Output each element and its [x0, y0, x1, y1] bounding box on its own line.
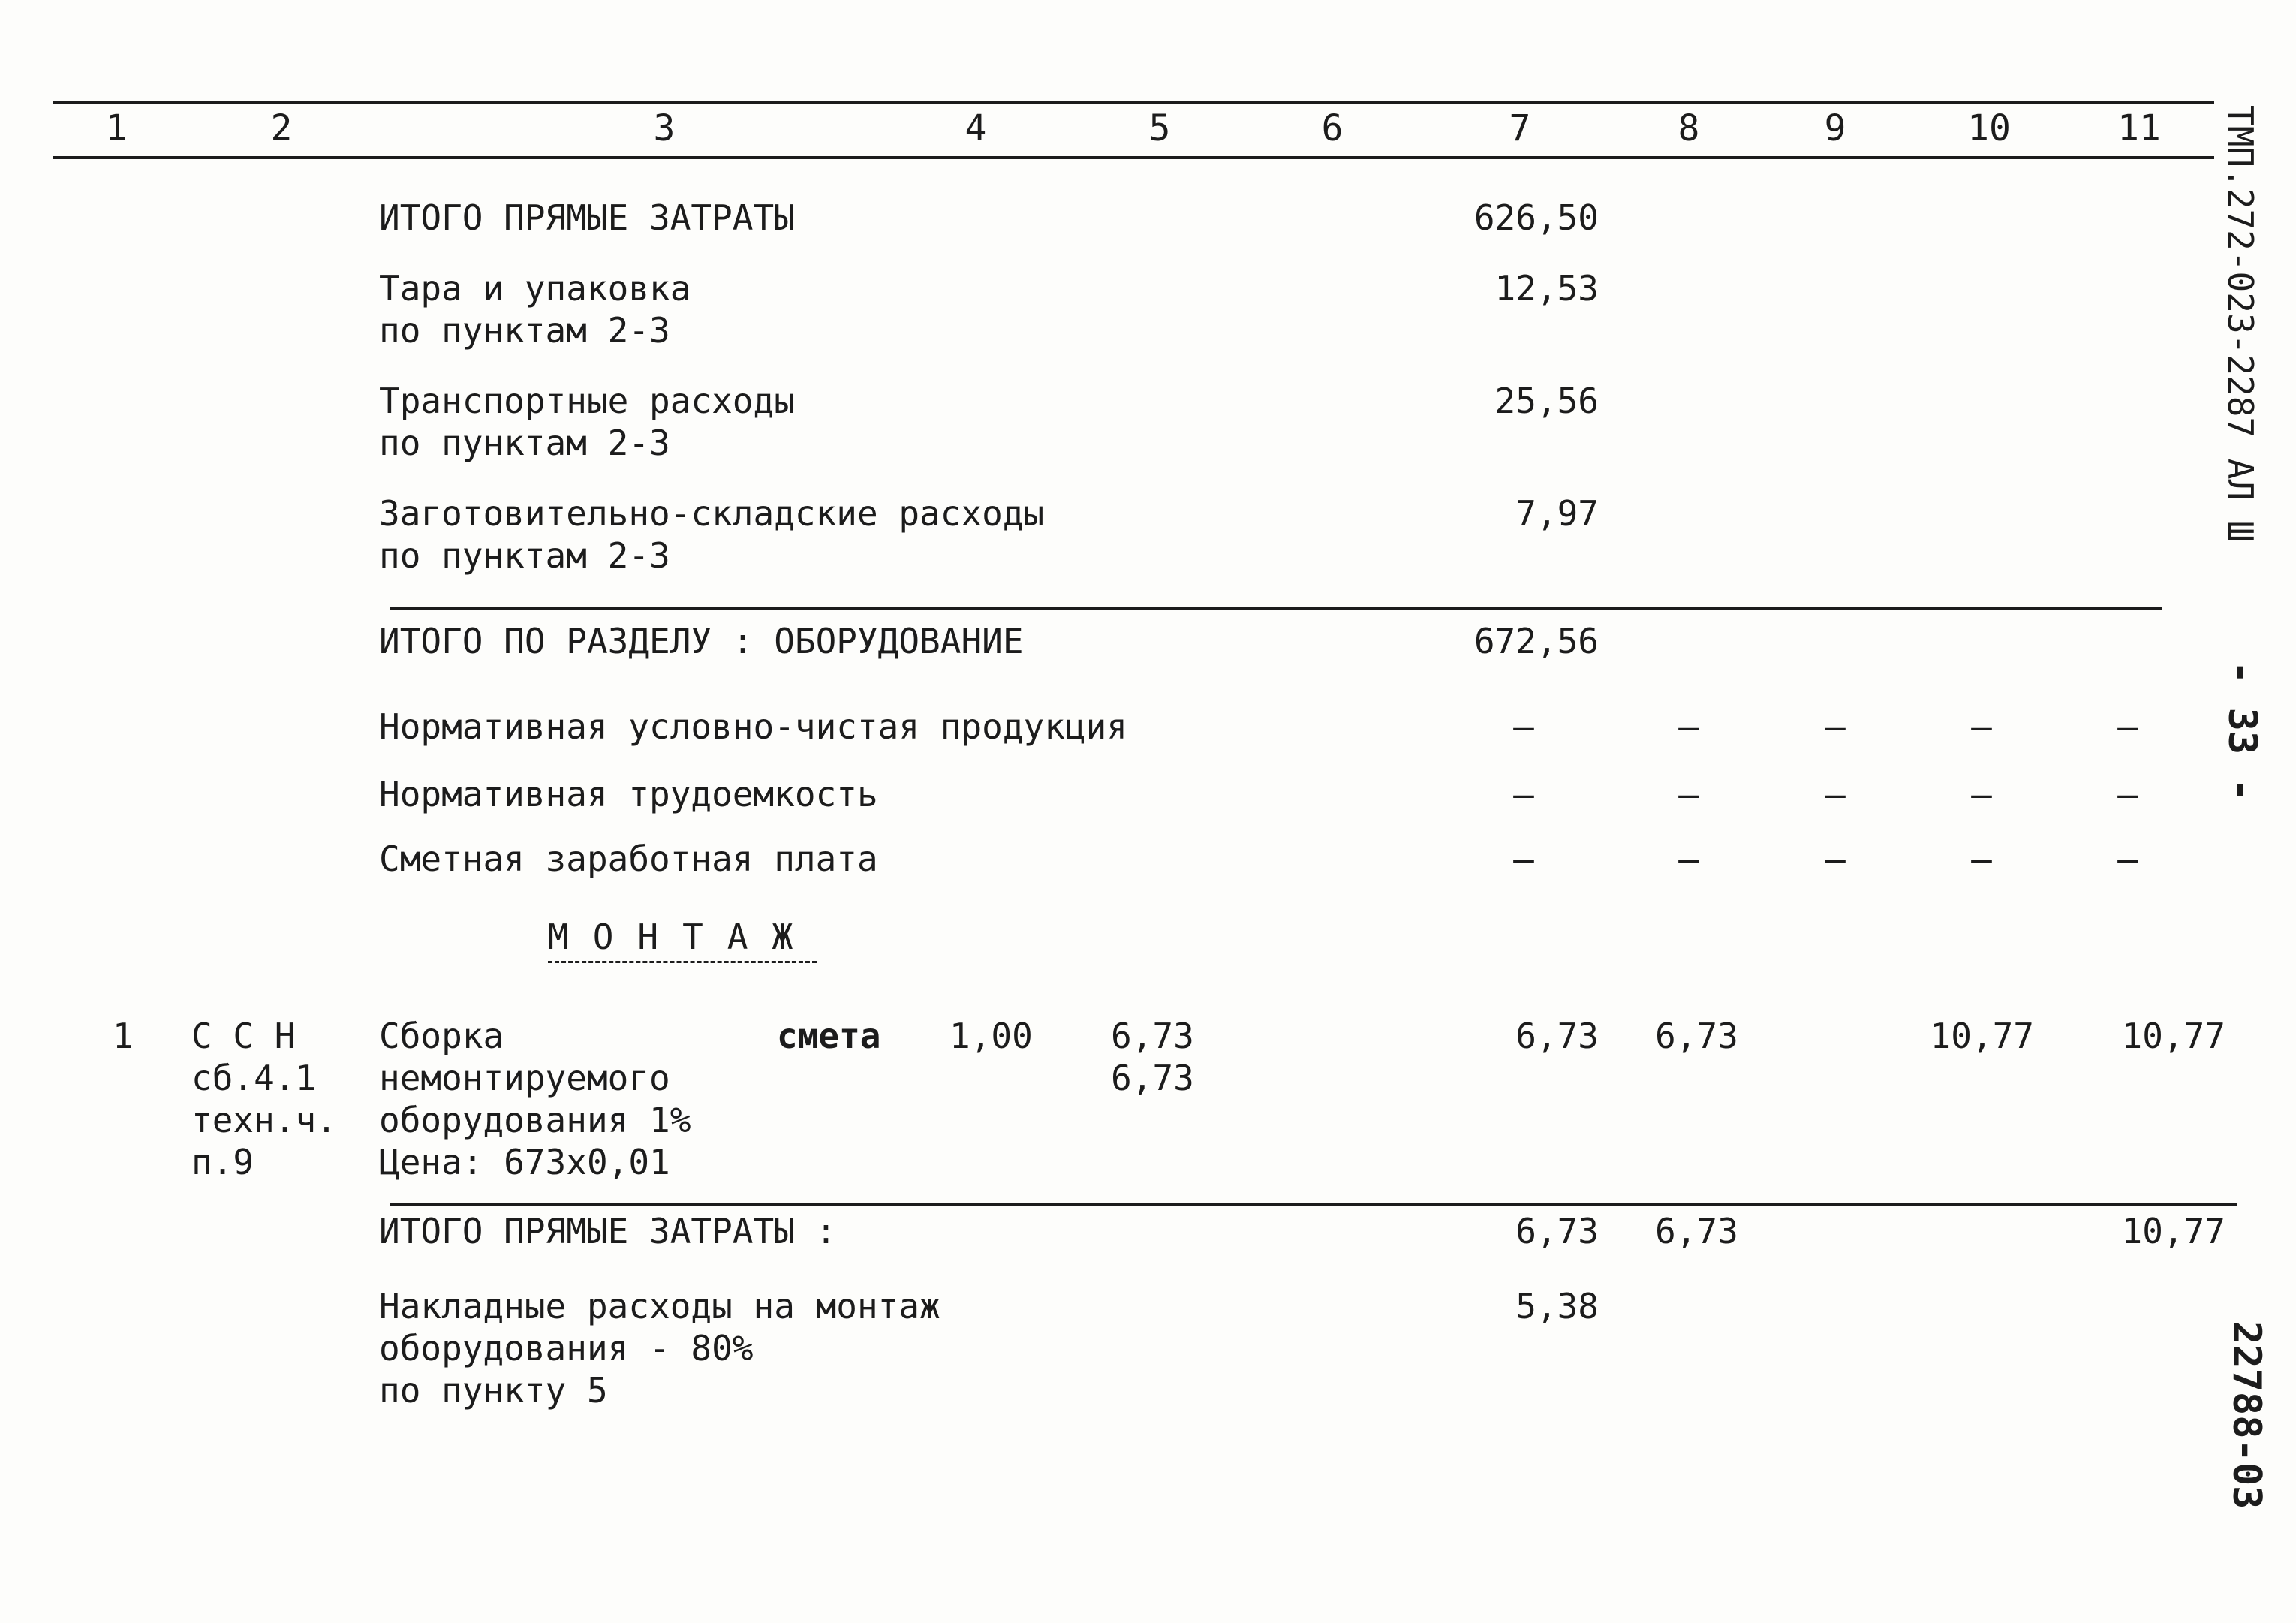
transport-col7: 25,56	[1494, 381, 1599, 421]
norm-product-dash-col7: –	[1513, 706, 1534, 747]
wages-dash-col9: –	[1825, 839, 1846, 879]
header-bottom-rule	[53, 156, 2214, 159]
item-col11: 10,77	[2121, 1016, 2225, 1056]
column-header-7: 7	[1509, 107, 1531, 149]
packaging-label: Тара и упаковка по пунктам 2-3	[379, 268, 691, 351]
wages-dash-col8: –	[1678, 839, 1699, 879]
section-total-label: ИТОГО ПО РАЗДЕЛУ : ОБОРУДОВАНИЕ	[379, 621, 1024, 661]
norm-product-dash-col10: –	[1971, 706, 1992, 747]
column-header-11: 11	[2117, 107, 2161, 149]
section-rule	[390, 607, 2162, 610]
norm-labor-dash-col7: –	[1513, 774, 1534, 815]
norm-product-dash-col9: –	[1825, 706, 1846, 747]
item-name: Сборка немонтируемого оборудования 1% Цена: 673х0,01	[379, 1016, 691, 1182]
column-header-3: 3	[653, 107, 676, 149]
header-top-rule	[53, 101, 2214, 104]
page-number: - 33 -	[2219, 661, 2264, 802]
archive-stamp: 22788-03	[2224, 1321, 2269, 1510]
column-header-1: 1	[105, 107, 128, 149]
column-header-8: 8	[1678, 107, 1700, 149]
norm-labor-dash-col10: –	[1971, 774, 1992, 815]
overhead-col7: 5,38	[1515, 1286, 1599, 1326]
norm-labor-dash-col9: –	[1825, 774, 1846, 815]
montage-rule	[390, 1203, 2237, 1206]
column-header-10: 10	[1967, 107, 2011, 149]
transport-label: Транспортные расходы по пунктам 2-3	[379, 381, 795, 463]
item-code: С С Н сб.4.1 техн.ч. п.9	[191, 1016, 337, 1182]
norm-labor-label: Нормативная трудоемкость	[379, 774, 878, 815]
montage-direct-costs-col11: 10,77	[2121, 1211, 2225, 1251]
norm-product-dash-col8: –	[1678, 706, 1699, 747]
direct-costs-col7: 626,50	[1473, 197, 1599, 238]
item-qty: 1,00	[949, 1016, 1033, 1056]
overhead-label: Накладные расходы на монтаж оборудования - 80% по пункту 5	[379, 1286, 940, 1411]
item-col8: 6,73	[1655, 1016, 1738, 1056]
document-code: ТМП.272-023-2287 АЛ Ш	[2220, 105, 2261, 542]
wages-label: Сметная заработная плата	[379, 839, 878, 879]
norm-product-dash-col11: –	[2117, 706, 2138, 747]
norm-labor-dash-col11: –	[2117, 774, 2138, 815]
storage-label: Заготовительно-складские расходы по пунктам 2-3	[379, 493, 1045, 576]
montage-direct-costs-col7: 6,73	[1515, 1211, 1599, 1251]
montage-title: МОНТАЖ	[548, 917, 817, 957]
item-number: 1	[113, 1016, 134, 1056]
item-unit: смета	[777, 1016, 881, 1056]
item-col7: 6,73	[1515, 1016, 1599, 1056]
section-total-col7: 672,56	[1473, 621, 1599, 661]
item-price: 6,73 6,73	[1111, 1016, 1194, 1098]
norm-labor-dash-col8: –	[1678, 774, 1699, 815]
montage-direct-costs-label: ИТОГО ПРЯМЫЕ ЗАТРАТЫ :	[379, 1211, 837, 1251]
wages-dash-col11: –	[2117, 839, 2138, 879]
direct-costs-label: ИТОГО ПРЯМЫЕ ЗАТРАТЫ	[379, 197, 795, 238]
column-header-4: 4	[964, 107, 987, 149]
column-header-5: 5	[1148, 107, 1171, 149]
packaging-col7: 12,53	[1494, 268, 1599, 309]
wages-dash-col7: –	[1513, 839, 1534, 879]
column-header-9: 9	[1824, 107, 1846, 149]
column-header-2: 2	[270, 107, 293, 149]
norm-product-label: Нормативная условно-чистая продукция	[379, 706, 1127, 747]
storage-col7: 7,97	[1515, 493, 1599, 534]
montage-direct-costs-col8: 6,73	[1655, 1211, 1738, 1251]
item-col10: 10,77	[1930, 1016, 2034, 1056]
column-header-6: 6	[1321, 107, 1344, 149]
wages-dash-col10: –	[1971, 839, 1992, 879]
